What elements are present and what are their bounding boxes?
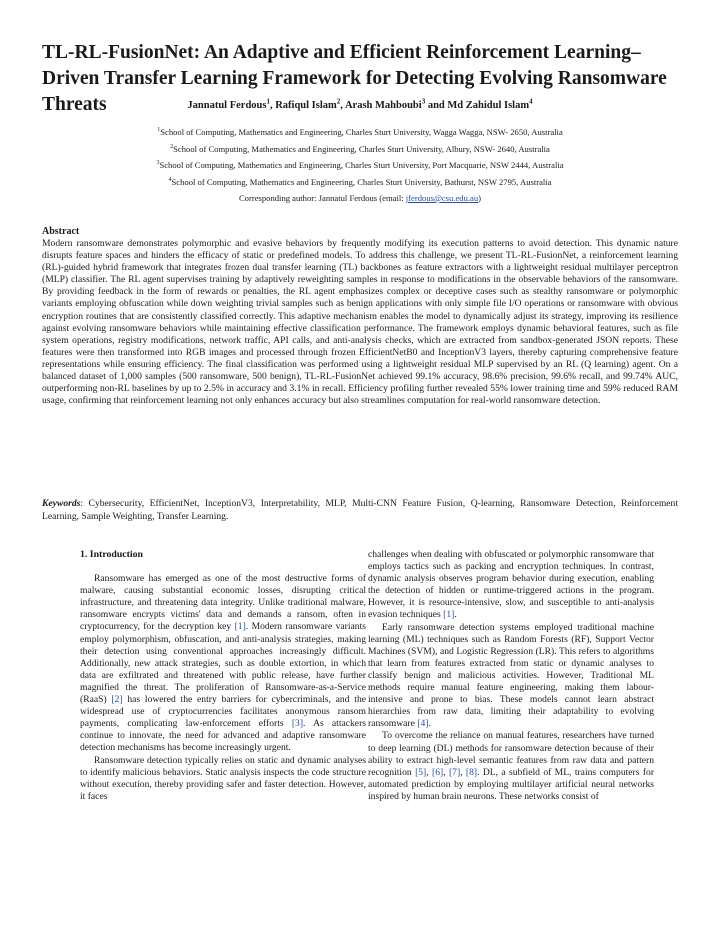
citation-link[interactable]: [2]	[111, 694, 123, 706]
keywords-text: : Cybersecurity, EfficientNet, InceptionV3, Interpretability, MLP, Multi-CNN Feature Fusion, Q-learning, Ransomware Detection, Reinforcement Learning, Sample Weighting, Transfer Learning.	[42, 498, 678, 522]
author-affil-mark: 2	[336, 97, 341, 106]
author-affil-mark: 1	[266, 97, 270, 106]
abstract-heading: Abstract	[42, 226, 80, 237]
paragraph-text: . DL, a subfield of ML, trains computers for automated prediction by employing multilayer artificial neural networks inspired by human brain neurons. These networks consist of	[368, 766, 655, 802]
citation-link[interactable]: [1]	[443, 609, 455, 621]
paragraph-text: challenges when dealing with obfuscated or polymorphic ransomware that employs tactics such as packing and encryption techniques. In contrast, dynamic analysis observes program behavior during execution, enabling the detection of hidden or runtime-triggered actions in the program. However, it is resource-intensive, slow, and susceptible to anti-analysis evasion techniques	[368, 549, 654, 621]
citation-link[interactable]: [7]	[448, 766, 461, 778]
affiliation-line	[0, 124, 720, 141]
citation-link[interactable]: [1]	[234, 621, 246, 633]
paragraph-text: . Modern ransomware variants employ polymorphism, obfuscation, and anti-analysis strategies, making their detection using conventional approaches increasingly difficult. Additionally, new attack strategies, such as double extortion, in which data are exfiltrated and threatened with public release, have further magnified the threat. The proliferation of Ransomware-as-a-Service (RaaS)	[80, 621, 366, 706]
affiliation-text: School of Computing, Mathematics and Engineering, Charles Sturt University, Wagga Wagga, NSW- 2650, Australia	[160, 127, 563, 137]
paragraph-text: Ransomware has emerged as one of the most destructive forms of malware, causing substantial economic losses, disrupting critical infrastructure, and threatening data integrity. Unlike traditional malware, ransomware encrypts victims' data and demands a ransom, often in cryptocurrency, for the decryption key	[80, 573, 366, 633]
paragraph-text: ,	[460, 766, 466, 778]
affiliation-text: School of Computing, Mathematics and Engineering, Charles Sturt University, Port Macquarie, NSW 2444, Australia	[159, 160, 564, 170]
paragraph-text: has lowered the entry barriers for cybercriminals, and the widespread use of cryptocurrencies facilitates anonymous ransom payments, complicating law-enforcement efforts	[80, 694, 366, 730]
author-list	[0, 97, 720, 111]
affiliation-mark: 4	[168, 176, 172, 183]
author-separator: and	[425, 100, 448, 111]
citation-link[interactable]: [4]	[417, 718, 429, 730]
affiliation-line	[0, 174, 720, 191]
author-separator: ,	[269, 100, 276, 111]
keywords-label: Keywords	[42, 498, 81, 509]
intro-paragraph	[80, 573, 366, 754]
paragraph-text: ,	[443, 766, 449, 778]
author-name: Md Zahidul Islam	[447, 100, 530, 111]
affiliation-mark: 1	[157, 127, 161, 134]
affiliation-line	[0, 157, 720, 174]
affiliation-mark: 2	[170, 143, 174, 150]
corresponding-author	[0, 190, 720, 207]
author-affil-mark: 3	[421, 97, 426, 106]
author-name: Arash Mahboubi	[344, 100, 422, 111]
citation-link[interactable]: [8]	[465, 766, 478, 778]
affiliation-text: School of Computing, Mathematics and Engineering, Charles Sturt University, Bathurst, NSW 2795, Australia	[171, 176, 552, 187]
author-name: Jannatul Ferdous	[187, 100, 267, 111]
section-heading: 1. Introduction	[80, 549, 143, 560]
author-affil-mark: 4	[529, 97, 533, 106]
paragraph-text: . As attackers continue to innovate, the need for advanced and adaptive ransomware detection mechanisms has become increasingly urgent.	[80, 718, 366, 754]
left-column	[80, 549, 366, 803]
keywords-paragraph	[42, 498, 678, 523]
corresponding-prefix: Corresponding author: Jannatul Ferdous (email:	[238, 193, 406, 203]
affiliation-text: School of Computing, Mathematics and Engineering, Charles Sturt University, Albury, NSW- 2640, Australia	[173, 143, 550, 154]
right-column	[368, 549, 654, 803]
intro-paragraph	[368, 622, 654, 731]
intro-paragraph	[368, 730, 654, 803]
intro-paragraph	[368, 549, 654, 622]
paragraph-text: Early ransomware detection systems employed traditional machine learning (ML) techniques such as Random Forests (RF), Support Vector Machines (SVM), and Logistic Regression (LR). This refers to algorithms that learn from features extracted from static or dynamic analyses to classify benign and malicious activities. However, Traditional ML methods require manual feature engineering, making them labour-intensive and prone to bias. These models cannot learn abstract hierarchies from raw data, limiting their adaptability to evolving ransomware	[368, 621, 654, 730]
author-name: Rafiqul Islam	[275, 100, 337, 111]
paragraph-text: To overcome the reliance on manual features, researchers have turned to deep learning (DL) methods for ransomware detection because of their ability to extract high-level semantic features from raw data and pattern recognition	[368, 730, 654, 778]
author-separator: ,	[340, 100, 345, 111]
paragraph-text: ,	[426, 766, 433, 778]
citation-link[interactable]: [3]	[291, 718, 304, 730]
paper-title: TL-RL-FusionNet: An Adaptive and Efficient Reinforcement Learning–Driven Transfer Learning Framework for Detecting Evolving Ransomware Threats	[42, 42, 667, 115]
abstract-body: Modern ransomware demonstrates polymorphic and evasive behaviors by frequently modifying its execution patterns to avoid detection. This dynamic nature disrupts feature spaces and hinders the efficacy of static or predefined models. To address this challenge, we present TL-RL-FusionNet, a reinforcement learning (RL)-guided hybrid framework that integrates frozen dual transfer learning (TL) backbones as feature extractors with a lightweight residual multilayer perceptron (MLP) classifier. The RL agent supervises training by adaptively reweighting samples in response to modifications in the observable behaviors of the ransomware. By providing feedback in the form of rewards or penalties, the RL agent emphasizes complex or deceptive cases such as stealthy ransomware or polymorphic variants employing obfuscation while down weighting trivial samples such as benign applications with only simple file I/O operations or ransomware with obvious encryption routines that are consistently classified correctly. This adaptive mechanism enables the model to dynamically adjust its strategy, improving its resilience against evolving ransomware behaviors while maintaining effective classification performance. The framework employs dynamic behavioral features, such as file system operations, registry modifications, network traffic, API calls, and anti-analysis checks, which are extracted from sandbox-generated JSON reports. These features were then transformed into RGB images and processed through frozen EfficientNetB0 and InceptionV3 layers, thereby capturing comprehensive feature representations while ensuring efficiency. The final classification was performed using a lightweight residual MLP supervised by an RL (Q learning) agent. On a balanced dataset of 1,000 samples (500 ransomware, 500 benign), TL-RL-FusionNet achieved 99.1% accuracy, 98.6% precision, 99.6% recall, and 99.74% AUC, outperforming non-RL baselines by up to 2.5% in accuracy and 3.1% in recall. Efficiency profiling further revealed 55% lower training time and 59% reduced RAM usage, confirming that reinforcement learning not only enhances accuracy but also streamlines computation for real-world ransomware detection.	[42, 238, 678, 407]
citation-link[interactable]: [6]	[432, 766, 444, 778]
corresponding-suffix: )	[478, 193, 482, 203]
affiliation-list	[0, 124, 720, 207]
citation-link[interactable]: [5]	[415, 766, 427, 778]
email-link[interactable]: jferdous@csu.edu.au	[405, 193, 479, 203]
affiliation-mark: 3	[156, 160, 160, 167]
intro-paragraph: Ransomware detection typically relies on static and dynamic analyses to identify malicious behaviors. Static analysis inspects the code structure without execution, thereby providing safer and faster detection. However, it faces	[80, 754, 366, 802]
paragraph-text: .	[454, 609, 457, 621]
paragraph-text: .	[428, 718, 431, 730]
affiliation-line	[0, 141, 720, 158]
